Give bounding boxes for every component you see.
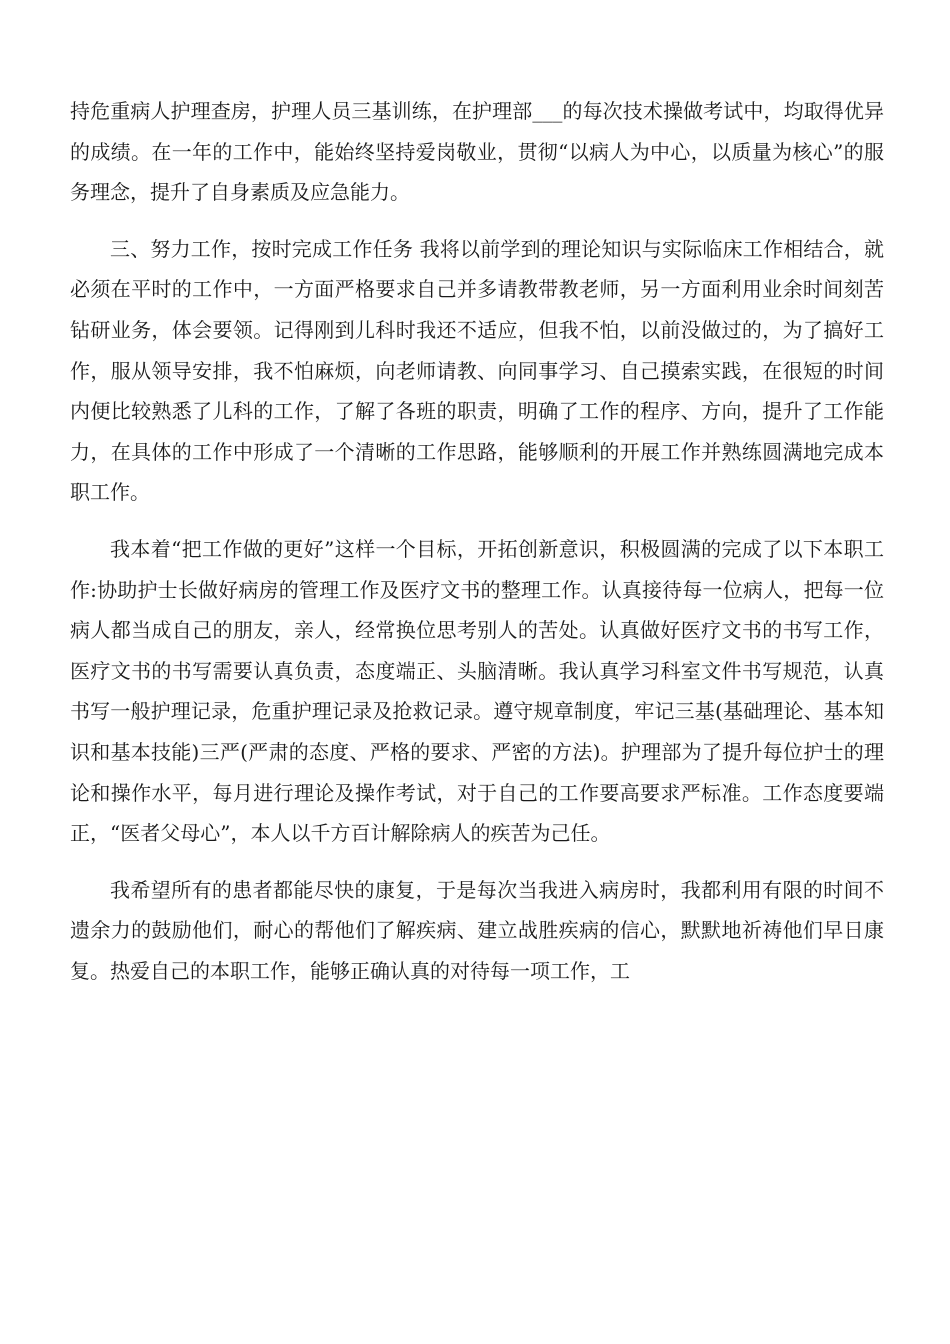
paragraph-patients: 我希望所有的患者都能尽快的康复，于是每次当我进入病房时，我都利用有限的时间不遗余力的鼓励他们，耐心的帮他们了解疾病、建立战胜疾病的信心，默默地祈祷他们早日康复。热爱自己的本职工作，能够正确认真的对待每一项工作，工 xyxy=(70,877,884,983)
paragraph-continuation: 持危重病人护理查房，护理人员三基训练，在护理部___的每次技术操做考试中，均取得优异的成绩。在一年的工作中，能始终坚持爱岗敬业，贯彻“以病人为中心，以质量为核心”的服务理念，提升了自身素质及应急能力。 xyxy=(70,99,884,205)
paragraph-section-three: 三、努力工作，按时完成工作任务 我将以前学到的理论知识与实际临床工作相结合，就必须在平时的工作中，一方面严格要求自己并多请教带教老师，另一方面利用业余时间刻苦钻研业务，体会要领。记得刚到儿科时我还不适应，但我不怕，以前没做过的，为了搞好工作，服从领导安排，我不怕麻烦，向老师请教、向同事学习、自己摸索实践，在很短的时间内便比较熟悉了儿科的工作，了解了各班的职责，明确了工作的程序、方向，提升了工作能力，在具体的工作中形成了一个清晰的工作思路，能够顺利的开展工作并熟练圆满地完成本职工作。 xyxy=(70,236,884,505)
document-body xyxy=(70,91,884,991)
paragraph-duties: 我本着“把工作做的更好”这样一个目标，开拓创新意识，积极圆满的完成了以下本职工作:协助护士长做好病房的管理工作及医疗文书的整理工作。认真接待每一位病人，把每一位病人都当成自己的朋友，亲人，经常换位思考别人的苦处。认真做好医疗文书的书写工作，医疗文书的书写需要认真负责，态度端正、头脑清晰。我认真学习科室文件书写规范，认真书写一般护理记录，危重护理记录及抢救记录。遵守规章制度，牢记三基(基础理论、基本知识和基本技能)三严(严肃的态度、严格的要求、严密的方法)。护理部为了提升每位护士的理论和操作水平，每月进行理论及操作考试，对于自己的工作要高要求严标准。工作态度要端正，“医者父母心”，本人以千方百计解除病人的疾苦为己任。 xyxy=(70,536,884,846)
